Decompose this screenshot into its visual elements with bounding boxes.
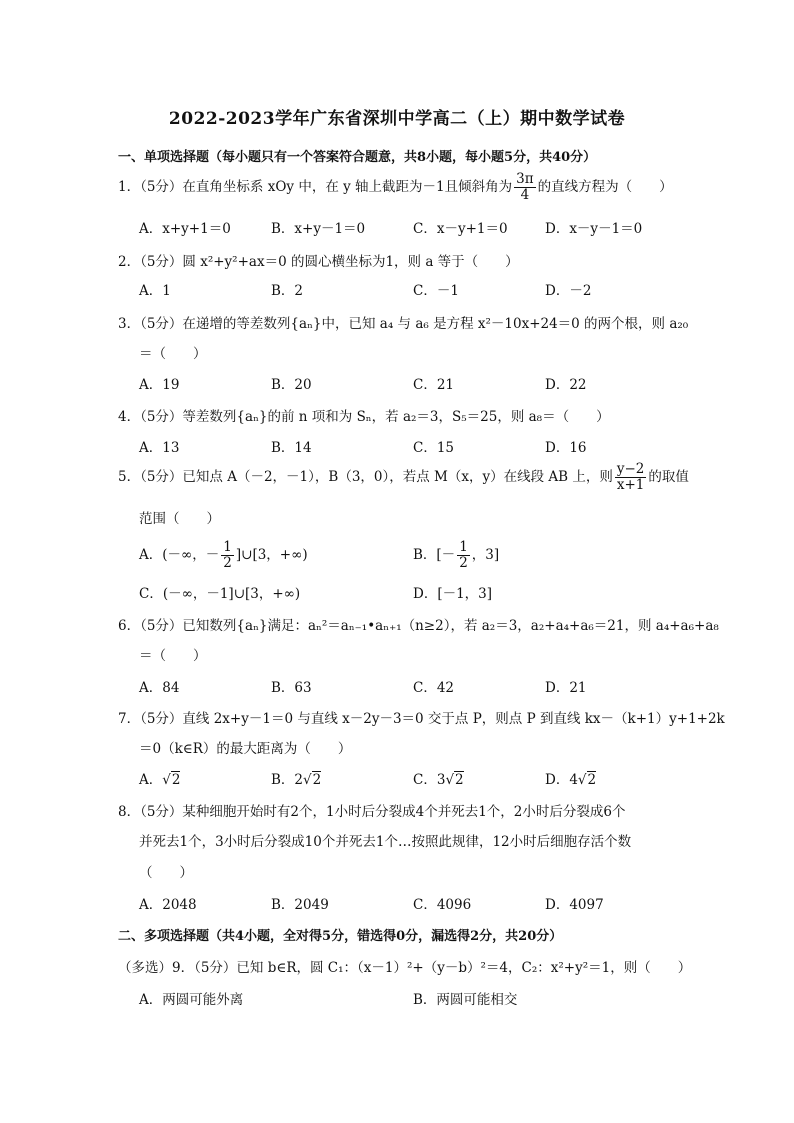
- q5-options-row2: [0, 582, 794, 602]
- q1-option-c[interactable]: C．x－y+1＝0: [413, 221, 508, 237]
- q8-option-d[interactable]: D．4097: [545, 897, 604, 913]
- q4-options: [0, 436, 794, 456]
- q1-stem-pre: 1．（5分）在直角坐标系 xOy 中，在 y 轴上截距为－1且倾斜角为: [118, 179, 513, 195]
- q5-frac-num: y−2: [616, 461, 645, 477]
- q5-opt-a-pre: A．(－∞，－: [139, 547, 220, 563]
- q5-option-a[interactable]: [139, 540, 308, 571]
- question-3-line1: 3．（5分）在递增的等差数列{aₙ}中，已知 a₄ 与 a₆ 是方程 x²－10x+24＝0 的两个根，则 a₂₀: [118, 316, 689, 332]
- q1-frac-den: 4: [520, 187, 530, 203]
- q1-stem-post: 的直线方程为（ ）: [537, 179, 673, 195]
- question-4: 4．（5分）等差数列{aₙ}的前 n 项和为 Sₙ，若 a₂＝3，S₅＝25，则 a₈＝（ ）: [118, 409, 610, 425]
- q3-options: [0, 373, 794, 393]
- q2-option-b[interactable]: B．2: [271, 283, 304, 299]
- q6-option-b[interactable]: B．63: [271, 680, 312, 696]
- q1-option-a[interactable]: A．x+y+1＝0: [139, 221, 231, 237]
- q5-option-c[interactable]: C．(－∞，－1]∪[3，+∞): [139, 586, 301, 602]
- q7-opt-a-radicand: 2: [171, 772, 181, 788]
- q5-stem-pre: 5．（5分）已知点 A（－2，－1），B（3，0），若点 M（x，y）在线段 AB 上，则: [118, 469, 613, 485]
- section1-heading: 一、单项选择题（每小题只有一个答案符合题意，共8小题，每小题5分，共40分）: [118, 150, 597, 165]
- q3-option-b[interactable]: B．20: [271, 377, 312, 393]
- sqrt-icon: √2: [162, 772, 181, 788]
- sqrt-icon: √2: [445, 772, 464, 788]
- q5-frac-den: x+1: [616, 477, 645, 493]
- q2-option-c[interactable]: C．－1: [413, 283, 459, 299]
- q3-option-c[interactable]: C．21: [413, 377, 455, 393]
- question-5-line2: 范围（ ）: [139, 511, 220, 527]
- q6-option-c[interactable]: C．42: [413, 680, 455, 696]
- q7-opt-b-coef: 2: [294, 772, 304, 788]
- question-6-line1: 6．（5分）已知数列{aₙ}满足：aₙ²＝aₙ₋₁•aₙ₊₁（n≥2），若 a₂＝3，a₂+a₄+a₆＝21，则 a₄+a₆+a₈: [118, 618, 719, 634]
- question-2: 2．（5分）圆 x²+y²+ax＝0 的圆心横坐标为1，则 a 等于（ ）: [118, 254, 519, 270]
- q7-opt-c-radicand: 2: [455, 772, 464, 788]
- q9-option-b[interactable]: B．两圆可能相交: [413, 992, 518, 1008]
- q5-options-row1: [0, 540, 794, 574]
- q7-opt-a-label: A．: [139, 772, 163, 788]
- q7-opt-b-label: B．: [271, 772, 295, 788]
- question-6-line2: ＝（ ）: [139, 648, 207, 664]
- q9-option-a[interactable]: A．两圆可能外离: [139, 992, 244, 1008]
- q6-option-d[interactable]: D．21: [545, 680, 587, 696]
- q7-opt-d-label: D．: [545, 772, 570, 788]
- q1-option-d[interactable]: D．x－y－1＝0: [545, 221, 643, 237]
- q4-option-d[interactable]: D．16: [545, 440, 587, 456]
- question-8-line1: 8．（5分）某种细胞开始时有2个，1小时后分裂成4个并死去1个，2小时后分裂成6个: [118, 804, 626, 820]
- question-7-line1: 7．（5分）直线 2x+y－1＝0 与直线 x－2y－3＝0 交于点 P，则点 P 到直线 kx－（k+1）y+1+2k: [118, 711, 725, 727]
- q9-options: [0, 988, 794, 1008]
- q5-fraction: [615, 462, 647, 493]
- q4-option-b[interactable]: B．14: [271, 440, 312, 456]
- q7-option-c[interactable]: [413, 768, 464, 788]
- question-1: [118, 172, 673, 203]
- q6-option-a[interactable]: A．84: [139, 680, 180, 696]
- q8-option-a[interactable]: A．2048: [139, 897, 197, 913]
- q8-options: [0, 893, 794, 913]
- q8-option-c[interactable]: C．4096: [413, 897, 472, 913]
- q5-opt-b-pre: B．[－: [413, 547, 456, 563]
- sqrt-icon: √2: [303, 772, 322, 788]
- q5-opt-a-frac: [221, 540, 234, 571]
- q7-opt-d-radicand: 2: [587, 772, 597, 788]
- q2-option-a[interactable]: A．1: [139, 283, 171, 299]
- exam-title: 2022-2023学年广东省深圳中学高二（上）期中数学试卷: [168, 109, 626, 129]
- q2-options: [0, 279, 794, 299]
- q5-opt-b-den: 2: [459, 555, 468, 571]
- q5-opt-a-post: ]∪[3，+∞): [235, 547, 308, 563]
- q5-opt-a-den: 2: [223, 555, 232, 571]
- q7-opt-c-label: C．: [413, 772, 437, 788]
- q5-option-d[interactable]: D．[－1，3]: [413, 586, 493, 602]
- q5-opt-b-num: 1: [459, 539, 468, 555]
- q7-option-b[interactable]: [271, 768, 321, 788]
- q5-opt-b-frac: [457, 540, 470, 571]
- question-8-line2: 并死去1个，3小时后分裂成10个并死去1个…按照此规律，12小时后细胞存活个数: [139, 834, 632, 850]
- q4-option-a[interactable]: A．13: [139, 440, 180, 456]
- question-3-line2: ＝（ ）: [139, 346, 207, 362]
- q7-options: [0, 768, 794, 788]
- question-8-line3: （ ）: [139, 865, 193, 881]
- q7-option-d[interactable]: [545, 768, 596, 788]
- q1-options: [0, 217, 794, 237]
- question-5-line1: [118, 462, 689, 493]
- q1-frac-num: 3π: [516, 171, 534, 187]
- question-9: （多选）9．（5分）已知 b∈R，圆 C₁：（x－1）²+（y－b）²＝4，C₂：x²+y²＝1，则（ ）: [118, 960, 692, 976]
- q5-option-b[interactable]: [413, 540, 499, 571]
- q2-option-d[interactable]: D．－2: [545, 283, 592, 299]
- q8-option-b[interactable]: B．2049: [271, 897, 329, 913]
- q1-fraction: [514, 172, 535, 203]
- q1-option-b[interactable]: B．x+y－1＝0: [271, 221, 366, 237]
- sqrt-icon: √2: [577, 772, 597, 788]
- question-7-line2: ＝0（k∈R）的最大距离为（ ）: [139, 741, 352, 757]
- q7-opt-d-coef: 4: [569, 772, 578, 788]
- q7-opt-b-radicand: 2: [312, 772, 322, 788]
- q4-option-c[interactable]: C．15: [413, 440, 455, 456]
- q5-opt-b-post: ，3]: [471, 547, 500, 563]
- q3-option-a[interactable]: A．19: [139, 377, 180, 393]
- q7-opt-c-coef: 3: [436, 772, 446, 788]
- q6-options: [0, 676, 794, 696]
- q5-opt-a-num: 1: [223, 539, 232, 555]
- q7-option-a[interactable]: [139, 768, 180, 788]
- section2-heading: 二、多项选择题（共4小题，全对得5分，错选得0分，漏选得2分，共20分）: [118, 929, 563, 944]
- q5-stem-post: 的取值: [648, 469, 689, 485]
- q3-option-d[interactable]: D．22: [545, 377, 587, 393]
